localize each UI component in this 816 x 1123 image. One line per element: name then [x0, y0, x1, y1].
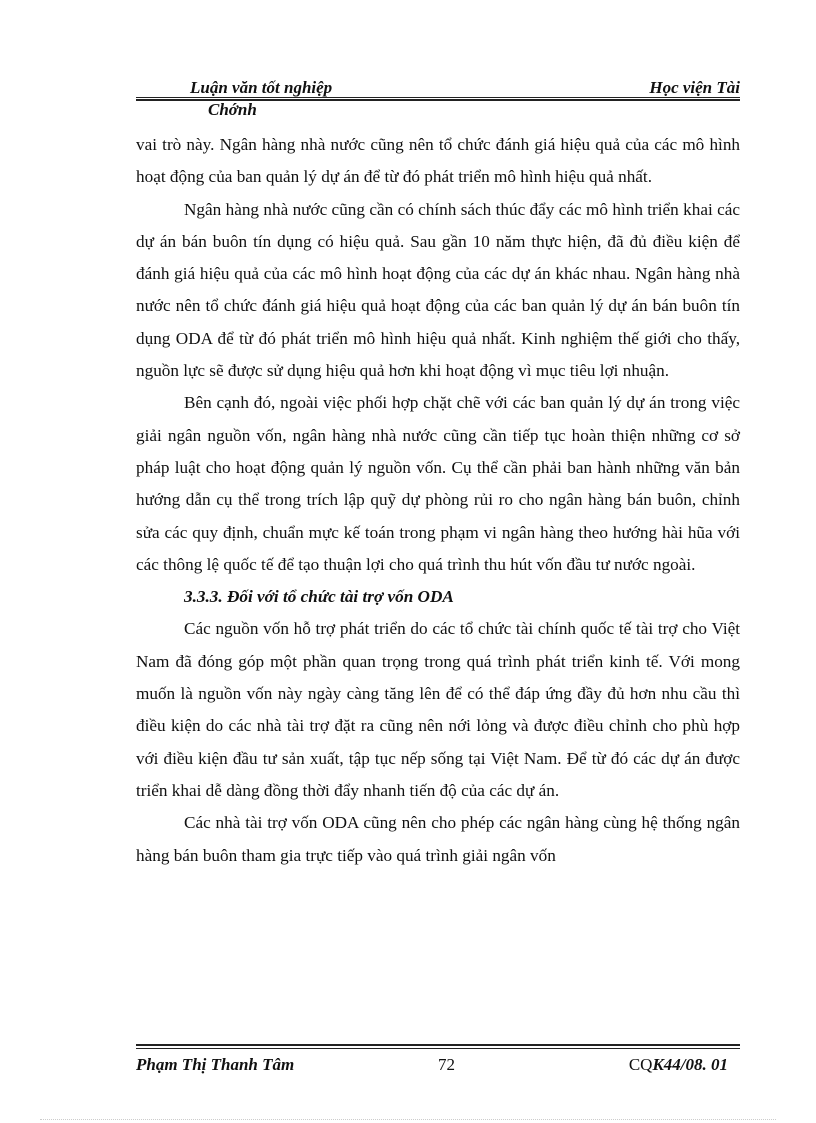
footer-class-code [629, 1055, 728, 1075]
footer-rule-top [136, 1044, 740, 1046]
footer-rule-bottom [136, 1048, 740, 1049]
paragraph-3: Bên cạnh đó, ngoài việc phối hợp chặt chẽ với các ban quản lý dự án trong việc giải ngân nguồn vốn, ngân hàng nhà nước cũng cần tiếp tục hoàn thiện những cơ sở pháp luật cho hoạt động quản lý nguồn vốn. Cụ thể cần phải ban hành những văn bản hướng dẫn cụ thể trong trích lập quỹ dự phòng rủi ro cho ngân hàng bán buôn, chỉnh sửa các quy định, chuẩn mực kế toán trong phạm vi ngân hàng theo hướng hài hũa với các thông lệ quốc tế để tạo thuận lợi cho quá trình thu hút vốn đầu tư nước ngoài. [136, 393, 740, 574]
section-heading: 3.3.3. Đối với tổ chức tài trợ vốn ODA [184, 587, 454, 607]
header-title-right: Học viện Tài [649, 78, 740, 97]
header-title-left: Luận văn tốt nghiệp [190, 78, 333, 97]
paragraph-1: vai trò này. Ngân hàng nhà nước cũng nên tổ chức đánh giá hiệu quả của các mô hình hoạt động của ban quản lý dự án để từ đó phát triển mô hình hiệu quả nhất. [136, 135, 740, 187]
body-text [136, 129, 740, 872]
paragraph-5: Các nhà tài trợ vốn ODA cũng nên cho phép các ngân hàng cùng hệ thống ngân hàng bán buôn tham gia trực tiếp vào quá trình giải ngân vốn [136, 813, 740, 865]
paragraph-2: Ngân hàng nhà nước cũng cần có chính sách thúc đẩy các mô hình triển khai các dự án bán buôn tín dụng có hiệu quả. Sau gần 10 năm thực hiện, đã đủ điều kiện để đánh giá hiệu quả của các mô hình hoạt động của các dự án khác nhau. Ngân hàng nhà nước nên tổ chức đánh giá hiệu quả hoạt động của các ban quản lý dự án bán buôn tín dụng ODA để từ đó phát triển mô hình hiệu quả nhất. Kinh nghiệm thế giới cho thấy, nguồn lực sẽ được sử dụng hiệu quả hơn khi hoạt động vì mục tiêu lợi nhuận. [136, 199, 740, 381]
page-number: 72 [438, 1055, 455, 1074]
page-edge-divider [40, 1119, 776, 1120]
paragraph-4: Các nguồn vốn hỗ trợ phát triển do các tổ chức tài chính quốc tế tài trợ cho Việt Nam đã đóng góp một phần quan trọng trong quá trình phát triển kinh tế. Với mong muốn là nguồn vốn này ngày càng tăng lên để có thể đáp ứng đầy đủ hơn nhu cầu thì điều kiện do các nhà tài trợ đặt ra cũng nên nới lỏng và được điều chỉnh cho phù hợp với điều kiện đầu tư sản xuất, tập tục nếp sống tại Việt Nam. Để từ đó các dự án được triển khai dễ dàng đồng thời đẩy nhanh tiến độ của các dự án. [136, 619, 740, 800]
footer-code-rest: K44/08. 01 [652, 1055, 728, 1074]
header-rule-top [136, 97, 740, 98]
header-title-left-continued: Chớnh [208, 100, 257, 119]
footer-author: Phạm Thị Thanh Tâm [136, 1055, 295, 1074]
footer-code-prefix: CQ [628, 1055, 653, 1074]
